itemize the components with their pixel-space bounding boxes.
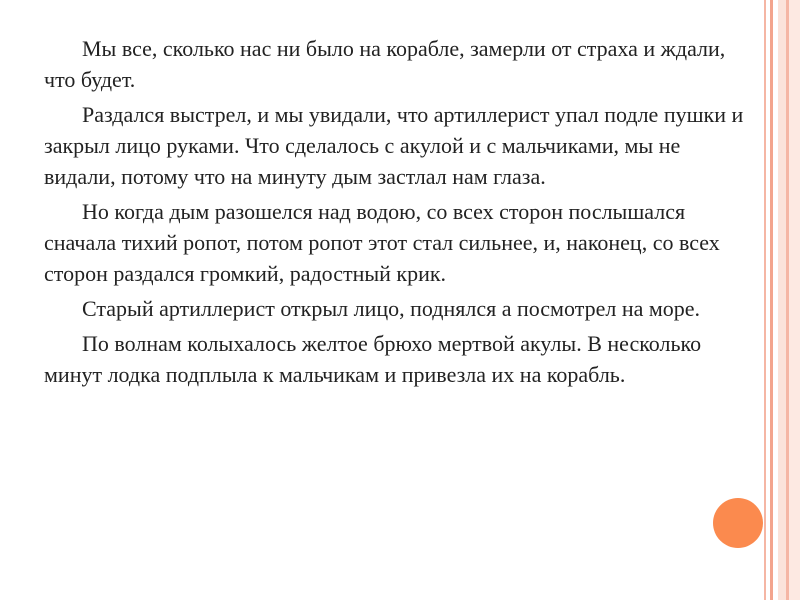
paragraph: Но когда дым разошелся над водою, со всех сторон послышался сначала тихий ропот, потом ропот этот стал сильнее, и, наконец, со всех сторон раздался громкий, радостный крик. — [44, 199, 720, 286]
decorative-stripe — [789, 0, 800, 600]
decorative-circle — [713, 498, 763, 548]
paragraph: Раздался выстрел, и мы увидали, что артиллерист упал подле пушки и закрыл лицо руками. Что сделалось с акулой и с мальчиками, мы не видали, потому что на минуту дым застлал нам глаза. — [44, 102, 744, 189]
paragraph: По волнам колыхалось желтое брюхо мертвой акулы. В несколько минут лодка подплыла к мальчикам и привезла их на корабль. — [44, 331, 702, 387]
decorative-stripe — [778, 0, 786, 600]
text-body — [44, 33, 756, 394]
paragraph: Старый артиллерист открыл лицо, поднялся а посмотрел на море. — [82, 296, 701, 321]
paragraph: Мы все, сколько нас ни было на корабле, замерли от страха и ждали, что будет. — [44, 36, 726, 92]
